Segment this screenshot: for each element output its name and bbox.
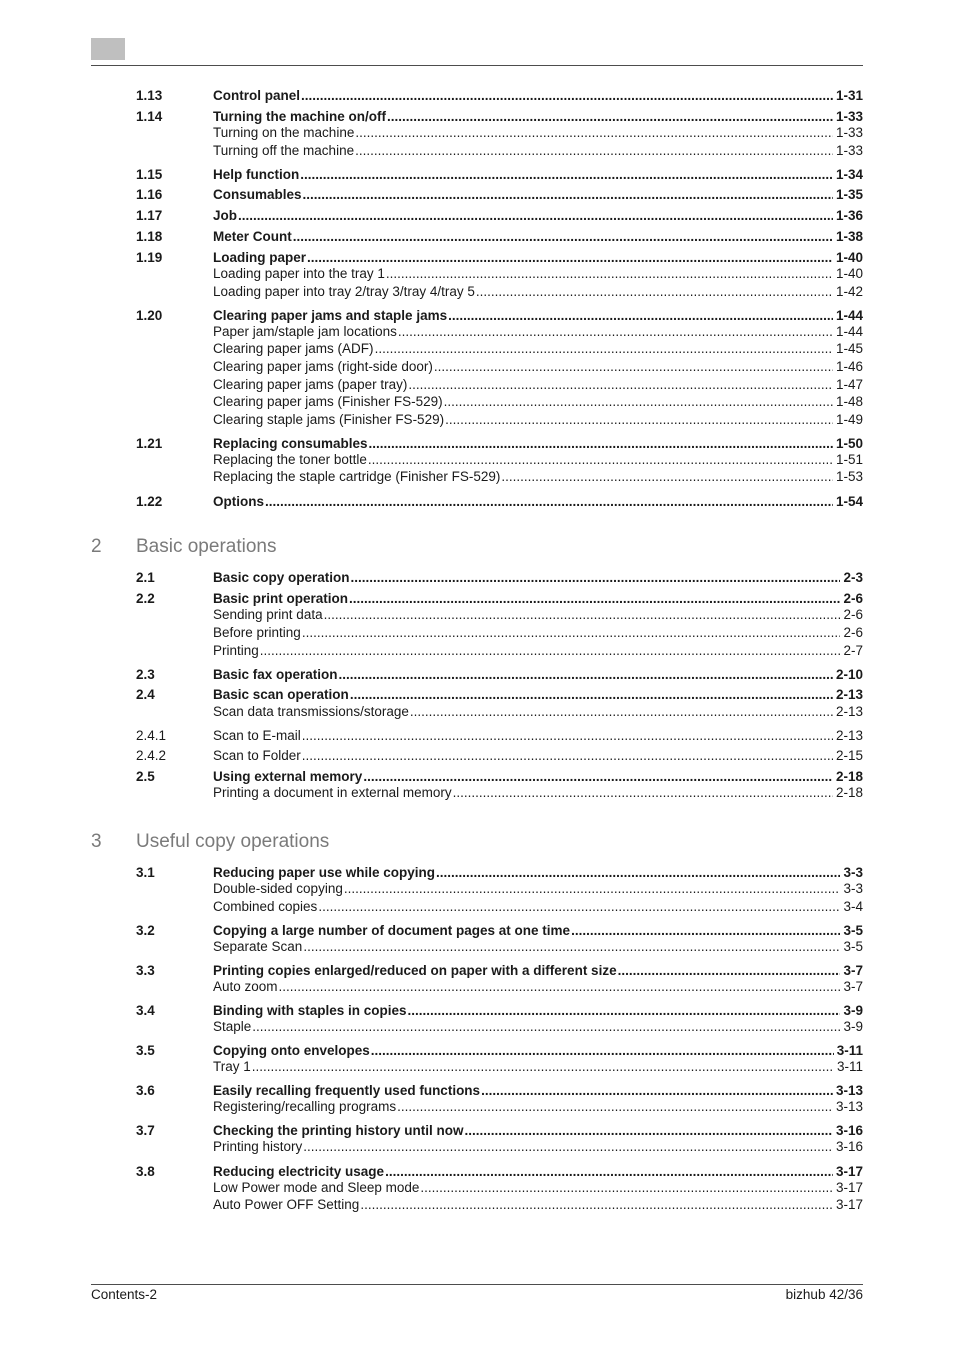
toc-entry-page: 1-33 [835, 109, 863, 124]
toc-entry-number: 3.3 [136, 963, 155, 978]
toc-entry-title: Copying a large number of document pages at one time [213, 923, 571, 938]
toc-entry-number: 1.13 [136, 88, 163, 103]
toc-entry[interactable] [136, 1163, 863, 1180]
toc-entry-title: Turning off the machine [213, 143, 355, 158]
dot-leader [307, 249, 833, 266]
dot-leader [302, 624, 841, 641]
toc-entry[interactable] [136, 307, 863, 324]
toc-entry[interactable] [136, 864, 863, 881]
toc-entry-title: Help function [213, 167, 300, 182]
toc-entry[interactable] [136, 124, 863, 141]
toc-entry-title: Job [213, 208, 238, 223]
toc-entry-title: Double-sided copying [213, 881, 343, 896]
toc-entry-page: 1-42 [835, 284, 863, 299]
toc-entry[interactable] [136, 922, 863, 939]
toc-entry-page: 1-50 [835, 436, 863, 451]
toc-entry-title: Printing history [213, 1139, 303, 1154]
toc-entry-title: Combined copies [213, 899, 318, 914]
toc-entry-number: 1.14 [136, 109, 163, 124]
toc-entry-title: Using external memory [213, 769, 363, 784]
dot-leader [260, 642, 841, 659]
footer-page-label: Contents-2 [91, 1287, 158, 1302]
toc-entry-number: 2.5 [136, 769, 155, 784]
toc-entry-title: Clearing paper jams (ADF) [213, 341, 374, 356]
toc-entry-number: 3.7 [136, 1123, 155, 1138]
toc-entry[interactable] [136, 962, 863, 979]
dot-leader [355, 142, 833, 159]
toc-entry-page: 3-11 [836, 1043, 863, 1058]
dot-leader [344, 880, 841, 897]
toc-entry-page: 3-13 [835, 1083, 863, 1098]
toc-entry-page: 3-5 [843, 923, 863, 938]
chapter-heading-2 [91, 536, 863, 558]
toc-entry[interactable] [136, 590, 863, 607]
dot-leader [368, 451, 833, 468]
toc-entry-title: Basic scan operation [213, 687, 349, 702]
toc-entry-page: 3-3 [843, 881, 863, 896]
toc-entry[interactable] [136, 207, 863, 224]
toc-entry-title: Control panel [213, 88, 300, 103]
toc-entry-page: 3-7 [843, 979, 863, 994]
toc-entry[interactable] [136, 1018, 863, 1035]
dot-leader [279, 978, 841, 995]
toc-entry-page: 1-44 [835, 308, 863, 323]
toc-entry-title: Scan to Folder [213, 748, 301, 763]
toc-entry-title: Low Power mode and Sleep mode [213, 1180, 420, 1195]
toc-entry-title: Auto zoom [213, 979, 278, 994]
toc-entry-title: Turning the machine on/off [213, 109, 386, 124]
toc-entry-title: Staple [213, 1019, 252, 1034]
toc-entry-page: 1-36 [835, 208, 863, 223]
toc-entry[interactable] [136, 978, 863, 995]
toc-entry-title: Basic copy operation [213, 570, 350, 585]
toc-entry[interactable] [136, 87, 863, 104]
toc-entry-title: Replacing consumables [213, 436, 368, 451]
toc-entry-page: 3-9 [843, 1019, 863, 1034]
toc-entry[interactable] [136, 727, 863, 744]
dot-leader [252, 1018, 840, 1035]
toc-entry-number: 2.4.1 [136, 728, 167, 743]
toc-entry[interactable] [136, 569, 863, 586]
chapter-number: 2 [91, 536, 102, 557]
toc-entry-page: 3-5 [843, 939, 863, 954]
dot-leader [371, 1042, 834, 1059]
toc-entry-page: 1-48 [835, 394, 863, 409]
toc-entry-page: 2-13 [835, 687, 863, 702]
toc-entry-number: 1.17 [136, 208, 163, 223]
footer-rule [91, 1284, 863, 1285]
dot-leader [369, 435, 833, 452]
toc-entry[interactable] [136, 642, 863, 659]
toc-entry-title: Replacing the toner bottle [213, 452, 367, 467]
toc-entry-title: Before printing [213, 625, 301, 640]
toc-entry-page: 1-45 [835, 341, 863, 356]
toc-entry-page: 2-15 [835, 748, 863, 763]
toc-entry-title: Binding with staples in copies [213, 1003, 407, 1018]
toc-entry[interactable] [136, 686, 863, 703]
toc-entry-title: Easily recalling frequently used functions [213, 1083, 481, 1098]
toc-entry-page: 3-11 [836, 1059, 863, 1074]
toc-entry[interactable] [136, 493, 863, 510]
dot-leader [339, 666, 833, 683]
toc-entry[interactable] [136, 340, 863, 357]
toc-entry[interactable] [136, 1082, 863, 1099]
toc-entry-page: 3-3 [843, 865, 863, 880]
toc-entry[interactable] [136, 784, 863, 801]
toc-entry-page: 1-44 [835, 324, 863, 339]
toc-entry-page: 2-6 [843, 607, 863, 622]
toc-entry-title: Basic print operation [213, 591, 349, 606]
toc-entry[interactable] [136, 468, 863, 485]
dot-leader [385, 1163, 833, 1180]
dot-leader [448, 307, 833, 324]
toc-entry-page: 1-46 [835, 359, 863, 374]
footer-product-name: bizhub 42/36 [785, 1287, 863, 1302]
toc-entry[interactable] [136, 166, 863, 183]
toc-entry[interactable] [136, 1138, 863, 1155]
header-marker [91, 38, 125, 60]
toc-entry-page: 2-18 [835, 785, 863, 800]
toc-entry[interactable] [136, 666, 863, 683]
dot-leader [501, 468, 833, 485]
toc-entry-number: 3.1 [136, 865, 155, 880]
toc-entry[interactable] [136, 703, 863, 720]
toc-entry[interactable] [136, 142, 863, 159]
dot-leader [618, 962, 841, 979]
toc-entry[interactable] [136, 358, 863, 375]
dot-leader [303, 938, 840, 955]
dot-leader [303, 1138, 833, 1155]
dot-leader [293, 228, 833, 245]
toc-entry-number: 2.4.2 [136, 748, 167, 763]
toc-entry-page: 1-34 [835, 167, 863, 182]
toc-entry[interactable] [136, 768, 863, 785]
toc-entry[interactable] [136, 880, 863, 897]
toc-entry-page: 1-40 [835, 266, 863, 281]
toc-entry-page: 2-10 [835, 667, 863, 682]
toc-entry[interactable] [136, 1196, 863, 1213]
dot-leader [324, 606, 841, 623]
dot-leader [397, 1098, 833, 1115]
dot-leader [445, 411, 833, 428]
toc-entry-page: 1-51 [835, 452, 863, 467]
toc-entry-page: 3-13 [835, 1099, 863, 1114]
toc-entry-title: Meter Count [213, 229, 292, 244]
toc-entry-number: 1.16 [136, 187, 163, 202]
toc-entry-page: 3-16 [835, 1123, 863, 1138]
toc-entry-page: 3-17 [835, 1197, 863, 1212]
toc-entry-number: 1.18 [136, 229, 163, 244]
toc-entry-title: Loading paper into the tray 1 [213, 266, 385, 281]
toc-entry-page: 3-9 [843, 1003, 863, 1018]
dot-leader [363, 768, 833, 785]
toc-entry[interactable] [136, 249, 863, 266]
toc-entry-page: 1-47 [835, 377, 863, 392]
dot-leader [355, 124, 833, 141]
dot-leader [303, 186, 833, 203]
dot-leader [408, 376, 833, 393]
dot-leader [265, 493, 833, 510]
toc-entry-title: Sending print data [213, 607, 323, 622]
toc-entry[interactable] [136, 938, 863, 955]
toc-entry-title: Printing a document in external memory [213, 785, 452, 800]
toc-entry-title: Clearing staple jams (Finisher FS-529) [213, 412, 445, 427]
toc-entry[interactable] [136, 283, 863, 300]
toc-entry-title: Tray 1 [213, 1059, 251, 1074]
toc-entry[interactable] [136, 435, 863, 452]
dot-leader [571, 922, 840, 939]
chapter-title: Basic operations [136, 536, 277, 557]
toc-entry-title: Printing [213, 643, 259, 658]
toc-entry-number: 2.2 [136, 591, 155, 606]
toc-entry[interactable] [136, 1098, 863, 1115]
toc-entry-page: 1-33 [835, 125, 863, 140]
dot-leader [375, 340, 833, 357]
toc-entry-title: Scan to E-mail [213, 728, 301, 743]
toc-entry-title: Separate Scan [213, 939, 303, 954]
toc-entry-page: 1-40 [835, 250, 863, 265]
toc-entry-page: 1-31 [835, 88, 863, 103]
toc-entry[interactable] [136, 1179, 863, 1196]
toc-entry-number: 3.6 [136, 1083, 155, 1098]
toc-entry[interactable] [136, 393, 863, 410]
toc-entry-page: 2-18 [835, 769, 863, 784]
dot-leader [408, 1002, 841, 1019]
toc-entry-number: 2.1 [136, 570, 155, 585]
dot-leader [434, 358, 833, 375]
toc-entry-page: 3-17 [835, 1164, 863, 1179]
dot-leader [302, 727, 833, 744]
dot-leader [238, 207, 833, 224]
toc-entry-page: 3-4 [843, 899, 863, 914]
toc-entry[interactable] [136, 411, 863, 428]
toc-entry[interactable] [136, 1058, 863, 1075]
dot-leader [301, 87, 833, 104]
dot-leader [252, 1058, 834, 1075]
toc-entry[interactable] [136, 624, 863, 641]
toc-entry-number: 3.4 [136, 1003, 155, 1018]
toc-entry-title: Clearing paper jams (Finisher FS-529) [213, 394, 443, 409]
toc-entry-title: Replacing the staple cartridge (Finisher FS-529) [213, 469, 501, 484]
toc-entry[interactable] [136, 108, 863, 125]
toc-entry[interactable] [136, 323, 863, 340]
toc-entry-page: 1-53 [835, 469, 863, 484]
toc-entry-page: 2-13 [835, 728, 863, 743]
toc-entry-number: 1.21 [136, 436, 163, 451]
toc-entry-title: Clearing paper jams (right-side door) [213, 359, 433, 374]
toc-entry[interactable] [136, 1042, 863, 1059]
toc-entry-title: Loading paper into tray 2/tray 3/tray 4/tray 5 [213, 284, 475, 299]
chapter-number: 3 [91, 831, 102, 852]
toc-entry-number: 3.5 [136, 1043, 155, 1058]
toc-entry-title: Registering/recalling programs [213, 1099, 397, 1114]
dot-leader [476, 283, 833, 300]
toc-entry-title: Clearing paper jams and staple jams [213, 308, 448, 323]
toc-entry-number: 1.15 [136, 167, 163, 182]
toc-entry[interactable] [136, 1002, 863, 1019]
dot-leader [387, 108, 833, 125]
toc-entry-title: Loading paper [213, 250, 307, 265]
toc-entry[interactable] [136, 747, 863, 764]
toc-entry-page: 2-6 [843, 591, 863, 606]
toc-entry-page: 3-7 [843, 963, 863, 978]
dot-leader [302, 747, 833, 764]
chapter-title: Useful copy operations [136, 831, 330, 852]
toc-entry-title: Copying onto envelopes [213, 1043, 370, 1058]
dot-leader [444, 393, 833, 410]
toc-entry-number: 1.22 [136, 494, 163, 509]
toc-entry[interactable] [136, 186, 863, 203]
toc-entry-page: 1-54 [835, 494, 863, 509]
toc-entry-number: 1.20 [136, 308, 163, 323]
toc-entry-title: Options [213, 494, 264, 509]
toc-entry-page: 1-49 [835, 412, 863, 427]
toc-entry-page: 1-35 [835, 187, 863, 202]
toc-entry-number: 3.8 [136, 1164, 155, 1179]
dot-leader [386, 265, 833, 282]
dot-leader [420, 1179, 833, 1196]
dot-leader [300, 166, 833, 183]
toc-entry-number: 2.4 [136, 687, 155, 702]
dot-leader [360, 1196, 833, 1213]
toc-entry-page: 2-13 [835, 704, 863, 719]
toc-entry-number: 2.3 [136, 667, 155, 682]
dot-leader [398, 323, 833, 340]
dot-leader [350, 686, 833, 703]
toc-entry-title: Printing copies enlarged/reduced on paper with a different size [213, 963, 617, 978]
toc-entry-title: Consumables [213, 187, 302, 202]
toc-entry-title: Clearing paper jams (paper tray) [213, 377, 408, 392]
dot-leader [351, 569, 841, 586]
dot-leader [453, 784, 833, 801]
toc-entry[interactable] [136, 228, 863, 245]
toc-entry-title: Turning on the machine [213, 125, 355, 140]
toc-entry-title: Paper jam/staple jam locations [213, 324, 397, 339]
toc-entry-title: Reducing paper use while copying [213, 865, 436, 880]
dot-leader [465, 1122, 833, 1139]
header-rule [91, 65, 863, 66]
toc-entry[interactable] [136, 451, 863, 468]
toc-entry-page: 2-7 [843, 643, 863, 658]
toc-entry[interactable] [136, 898, 863, 915]
toc-entry-title: Checking the printing history until now [213, 1123, 464, 1138]
toc-entry-number: 1.19 [136, 250, 163, 265]
toc-entry-title: Scan data transmissions/storage [213, 704, 409, 719]
toc-entry-title: Auto Power OFF Setting [213, 1197, 360, 1212]
toc-entry[interactable] [136, 265, 863, 282]
dot-leader [349, 590, 840, 607]
toc-entry-page: 2-6 [843, 625, 863, 640]
dot-leader [318, 898, 840, 915]
dot-leader [436, 864, 840, 881]
toc-entry-page: 3-17 [835, 1180, 863, 1195]
toc-entry-page: 3-16 [835, 1139, 863, 1154]
toc-entry-page: 1-33 [835, 143, 863, 158]
chapter-heading-3 [91, 831, 863, 853]
toc-entry-number: 3.2 [136, 923, 155, 938]
toc-entry[interactable] [136, 376, 863, 393]
toc-entry[interactable] [136, 606, 863, 623]
toc-entry-page: 2-3 [843, 570, 863, 585]
dot-leader [410, 703, 833, 720]
toc-entry[interactable] [136, 1122, 863, 1139]
toc-entry-title: Reducing electricity usage [213, 1164, 385, 1179]
toc-entry-page: 1-38 [835, 229, 863, 244]
dot-leader [481, 1082, 833, 1099]
toc-entry-title: Basic fax operation [213, 667, 338, 682]
